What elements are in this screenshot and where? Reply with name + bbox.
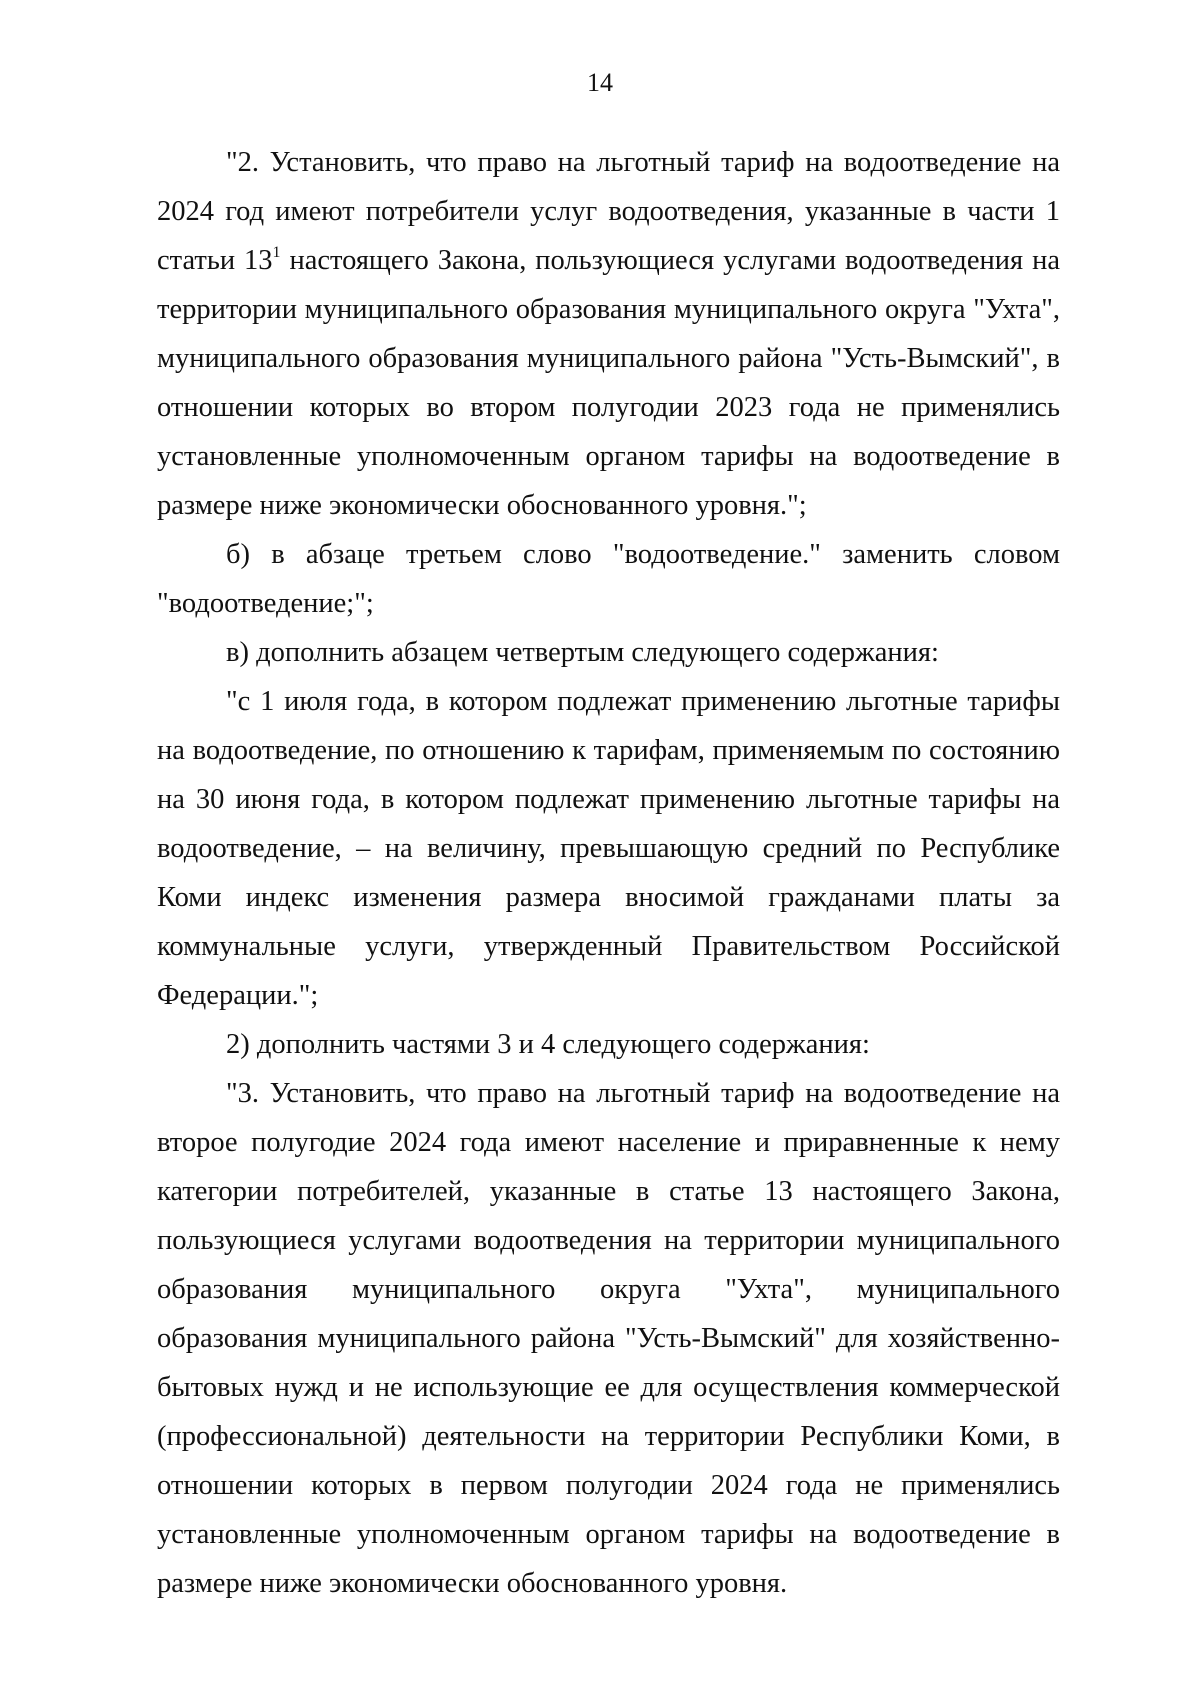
paragraph-item-b: б) в абзаце третьем слово "водоотведение." заменить словом "водоотведение;"; <box>157 539 1060 619</box>
paragraph-part-3: "3. Установить, что право на льготный тариф на водоотведение на второе полугодие 2024 года имеют население и приравненные к нему категории потребителей, указанные в статье 13 настоящего Закона, пользующиеся услугами водоотведения на территории муниципального образования муниципального округа "Ухта", муниципального образования муниципального района "Усть-Вымский" для хозяйственно-бытовых нужд и не использующие ее для осуществления коммерческой (профессиональной) деятельности на территории Республики Коми, в отношении которых в первом полугодии 2024 года не применялись установленные уполномоченным органом тарифы на водоотведение в размере ниже экономически обоснованного уровня. <box>157 1078 1060 1599</box>
document-body <box>157 138 1060 1608</box>
page-number: 14 <box>587 68 613 97</box>
paragraph-part-2-text-end: настоящего Закона, пользующиеся услугами водоотведения на территории муниципального образования муниципального округа "Ухта", муниципального образования муниципального района "Усть-Вымский", в отношении которых во втором полугодии 2023 года не применялись установленные уполномоченным органом тарифы на водоотведение в размере ниже экономически обоснованного уровня."; <box>157 245 1060 521</box>
article-superscript: 1 <box>272 243 281 261</box>
paragraph-part-2-text-start: "2. Установить, что право на льготный тариф на водоотведение на 2024 год имеют потребители услуг водоотведения, указанные в части 1 статьи 13 <box>157 147 1060 276</box>
paragraph-new-abzac-4: "с 1 июля года, в котором подлежат применению льготные тарифы на водоотведение, по отношению к тарифам, применяемым по состоянию на 30 июня года, в котором подлежат применению льготные тарифы на водоотведение, – на величину, превышающую средний по Республике Коми индекс изменения размера вносимой гражданами платы за коммунальные услуги, утвержденный Правительством Российской Федерации."; <box>157 686 1060 1011</box>
paragraph-item-2: 2) дополнить частями 3 и 4 следующего содержания: <box>226 1029 870 1060</box>
paragraph-part-2 <box>157 138 1060 530</box>
paragraph-item-v: в) дополнить абзацем четвертым следующего содержания: <box>226 637 939 668</box>
